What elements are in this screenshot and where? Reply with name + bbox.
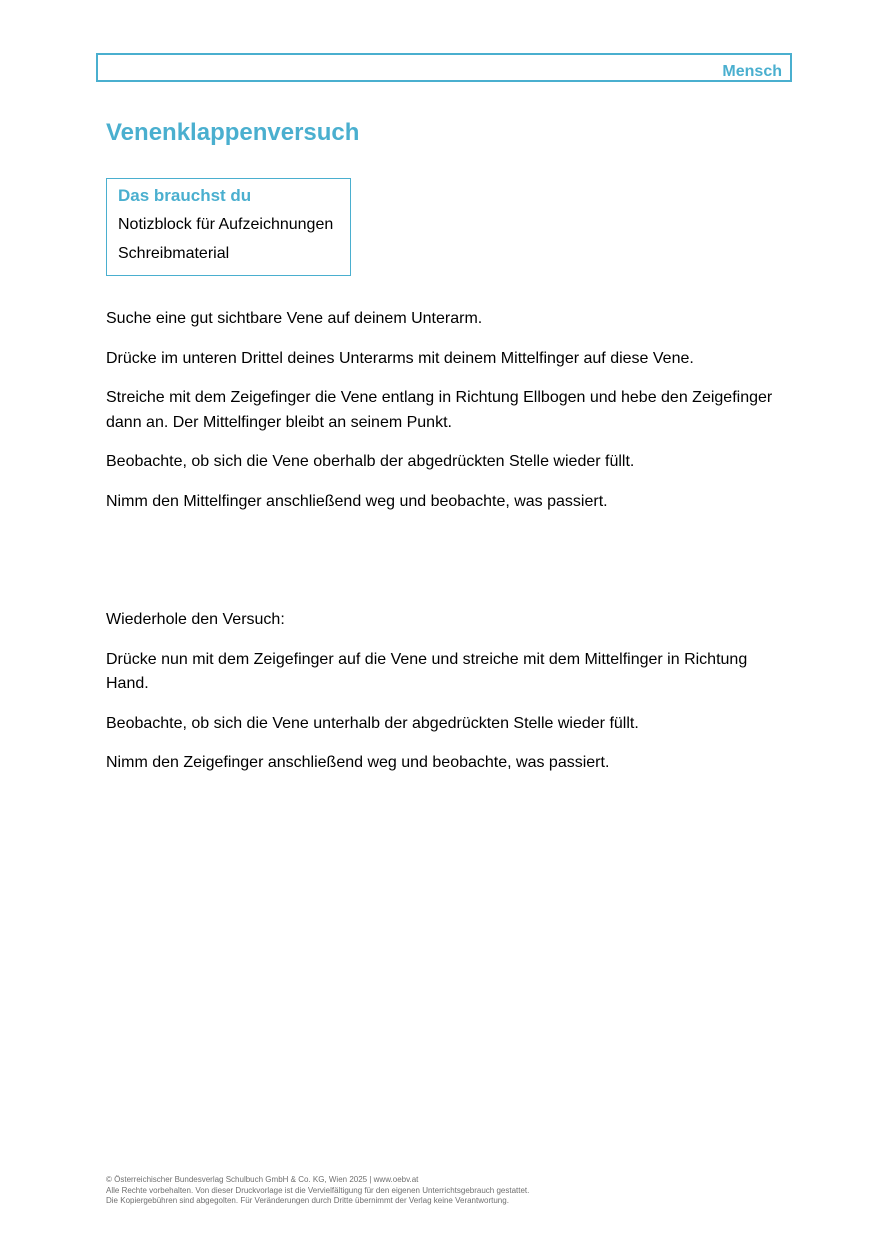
subject-label: Mensch: [722, 63, 782, 80]
instruction-step: Wiederhole den Versuch:: [106, 611, 285, 628]
footer-line: Alle Rechte vorbehalten. Von dieser Druckvorlage ist die Vervielfältigung für den eigenen Unterrichtsgebrauch gestattet.: [106, 1185, 530, 1195]
footer-line: © Österreichischer Bundesverlag Schulbuch GmbH & Co. KG, Wien 2025 | www.oebv.at: [106, 1175, 419, 1184]
header-frame: [96, 53, 792, 82]
instruction-step: Drücke im unteren Drittel deines Unterarms mit deinem Mittelfinger auf diese Vene.: [106, 349, 694, 367]
materials-item: Notizblock für Aufzeichnungen: [118, 216, 334, 233]
footer-line: Die Kopiergebühren sind abgegolten. Für Veränderungen durch Dritte übernimmt der Verlag keine Verantwortung.: [106, 1196, 509, 1205]
materials-item: Schreibmaterial: [118, 245, 230, 262]
materials-box: [106, 178, 351, 276]
instruction-step: Drücke nun mit dem Zeigefinger auf die Vene und streiche mit dem Mittelfinger in Richtung Hand.: [106, 650, 748, 692]
materials-heading: Das brauchst du: [118, 186, 252, 205]
page-title: Venenklappenversuch: [106, 119, 360, 146]
instruction-step: Beobachte, ob sich die Vene unterhalb der abgedrückten Stelle wieder füllt.: [106, 714, 639, 732]
instruction-step: Suche eine gut sichtbare Vene auf deinem Unterarm.: [106, 310, 483, 327]
instruction-step: Nimm den Zeigefinger anschließend weg und beobachte, was passiert.: [106, 754, 610, 771]
instruction-step: Streiche mit dem Zeigefinger die Vene entlang in Richtung Ellbogen und hebe den Zeigefinger dann an. Der Mittelfinger bleibt an seinem Punkt.: [106, 389, 773, 431]
instruction-step: Beobachte, ob sich die Vene oberhalb der abgedrückten Stelle wieder füllt.: [106, 453, 635, 470]
copyright-footer: [106, 1175, 529, 1207]
instruction-step: Nimm den Mittelfinger anschließend weg und beobachte, was passiert.: [106, 492, 608, 510]
instructions-part-1: [106, 307, 786, 529]
instructions-part-2: [106, 608, 786, 791]
